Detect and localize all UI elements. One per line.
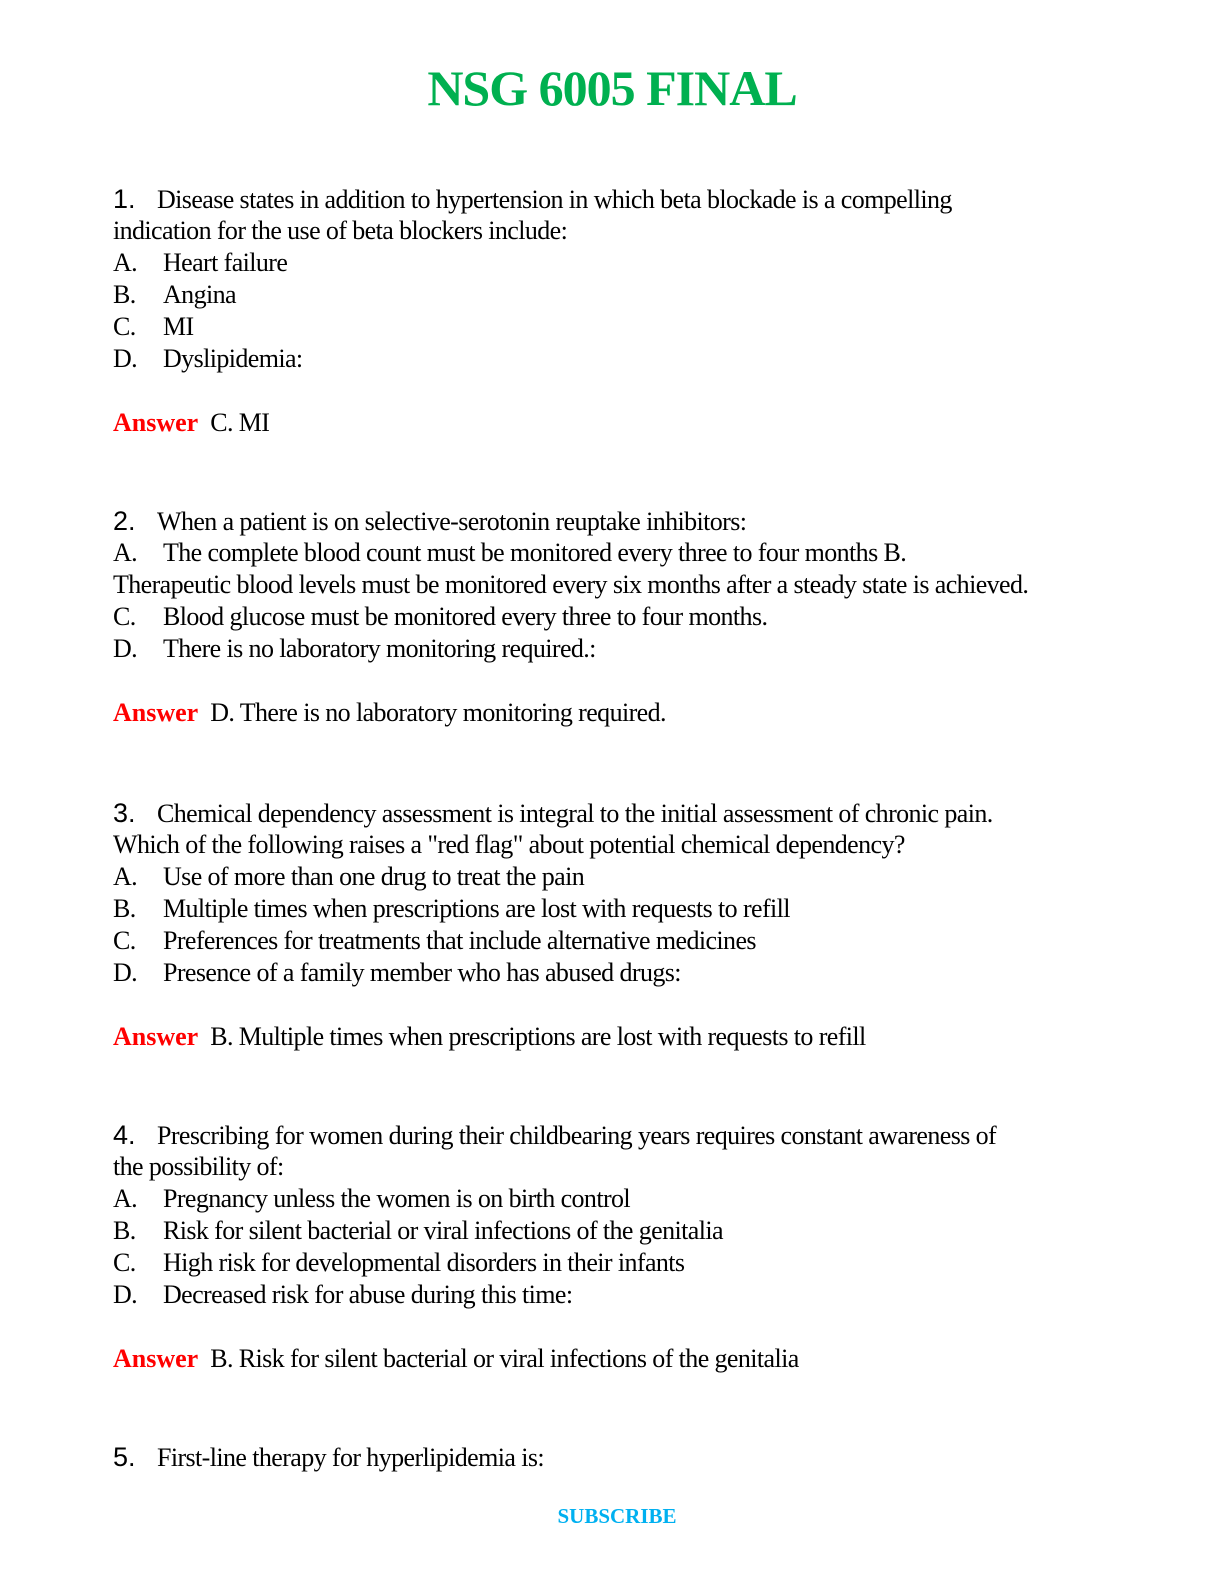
option-letter: A.	[113, 538, 138, 567]
option-text: Risk for silent bacterial or viral infections of the genitalia	[163, 1216, 723, 1245]
text-continuation: Therapeutic blood levels must be monitored every six months after a steady state is achieved.	[113, 570, 1029, 599]
option-letter: B.	[113, 894, 136, 923]
answer-line	[113, 1021, 866, 1053]
option-text: Dyslipidemia:	[163, 344, 303, 373]
answer-option	[113, 925, 756, 957]
answer-option	[113, 957, 681, 989]
answer-option	[113, 1247, 684, 1279]
option-text: Decreased risk for abuse during this time:	[163, 1280, 573, 1309]
answer-text: C. MI	[210, 408, 270, 437]
answer-line	[113, 1343, 799, 1375]
option-letter: C.	[113, 1248, 136, 1277]
answer-option	[113, 861, 584, 893]
answer-text: B. Multiple times when prescriptions are lost with requests to refill	[210, 1022, 866, 1051]
option-letter: A.	[113, 248, 138, 277]
option-letter: D.	[113, 344, 138, 373]
option-letter: C.	[113, 602, 136, 631]
answer-option	[113, 1279, 572, 1311]
option-text: Blood glucose must be monitored every three to four months.	[163, 602, 768, 631]
option-text: Angina	[163, 280, 236, 309]
option-text: Preferences for treatments that include alternative medicines	[163, 926, 756, 955]
answer-option	[113, 343, 303, 375]
question-stem	[113, 505, 746, 537]
option-letter: D.	[113, 1280, 138, 1309]
answer-label: Answer	[113, 1344, 199, 1373]
option-letter: C.	[113, 312, 136, 341]
answer-text: B. Risk for silent bacterial or viral infections of the genitalia	[210, 1344, 799, 1373]
subscribe-link[interactable]: SUBSCRIBE	[557, 1504, 677, 1528]
answer-option	[113, 633, 596, 665]
question-stem	[113, 1119, 996, 1151]
text-continuation: indication for the use of beta blockers include:	[113, 216, 568, 245]
question-number: 5.	[113, 1442, 136, 1472]
question-number: 2.	[113, 506, 136, 536]
option-text: Heart failure	[163, 248, 288, 277]
option-text: Use of more than one drug to treat the pain	[163, 862, 585, 891]
option-text: MI	[163, 312, 194, 341]
option-letter: C.	[113, 926, 136, 955]
answer-line	[113, 407, 269, 439]
answer-option	[113, 1215, 723, 1247]
option-text: Presence of a family member who has abused drugs:	[163, 958, 681, 987]
answer-option	[113, 537, 906, 569]
answer-option	[113, 247, 287, 279]
question-text: First-line therapy for hyperlipidemia is:	[157, 1443, 544, 1472]
answer-option	[113, 279, 236, 311]
option-text: The complete blood count must be monitored every three to four months B.	[163, 538, 907, 567]
option-letter: B.	[113, 1216, 136, 1245]
question-stem	[113, 1441, 544, 1473]
option-letter: A.	[113, 862, 138, 891]
option-letter: B.	[113, 280, 136, 309]
question-stem	[113, 797, 993, 829]
option-text: Multiple times when prescriptions are lost with requests to refill	[163, 894, 790, 923]
answer-label: Answer	[113, 1022, 199, 1051]
answer-option	[113, 893, 790, 925]
answer-text: D. There is no laboratory monitoring required.	[210, 698, 666, 727]
answer-option	[113, 1183, 630, 1215]
answer-label: Answer	[113, 408, 199, 437]
text-continuation: the possibility of:	[113, 1152, 284, 1181]
question-text: Prescribing for women during their childbearing years requires constant awareness of	[157, 1121, 997, 1150]
question-stem	[113, 183, 952, 215]
option-letter: A.	[113, 1184, 138, 1213]
question-text: Chemical dependency assessment is integral to the initial assessment of chronic pain.	[157, 799, 993, 828]
option-text: High risk for developmental disorders in their infants	[163, 1248, 685, 1277]
option-text: There is no laboratory monitoring required.:	[163, 634, 596, 663]
option-text: Pregnancy unless the women is on birth control	[163, 1184, 631, 1213]
question-number: 3.	[113, 798, 136, 828]
text-continuation: Which of the following raises a "red flag" about potential chemical dependency?	[113, 830, 905, 859]
document-title: NSG 6005 FINAL	[427, 60, 797, 116]
answer-label: Answer	[113, 698, 199, 727]
answer-option	[113, 601, 767, 633]
option-letter: D.	[113, 958, 138, 987]
question-text: When a patient is on selective-serotonin reuptake inhibitors:	[157, 507, 747, 536]
answer-option	[113, 311, 194, 343]
question-text: Disease states in addition to hypertension in which beta blockade is a compelling	[157, 185, 952, 214]
option-letter: D.	[113, 634, 138, 663]
answer-line	[113, 697, 666, 729]
question-number: 1.	[113, 184, 136, 214]
question-number: 4.	[113, 1120, 136, 1150]
